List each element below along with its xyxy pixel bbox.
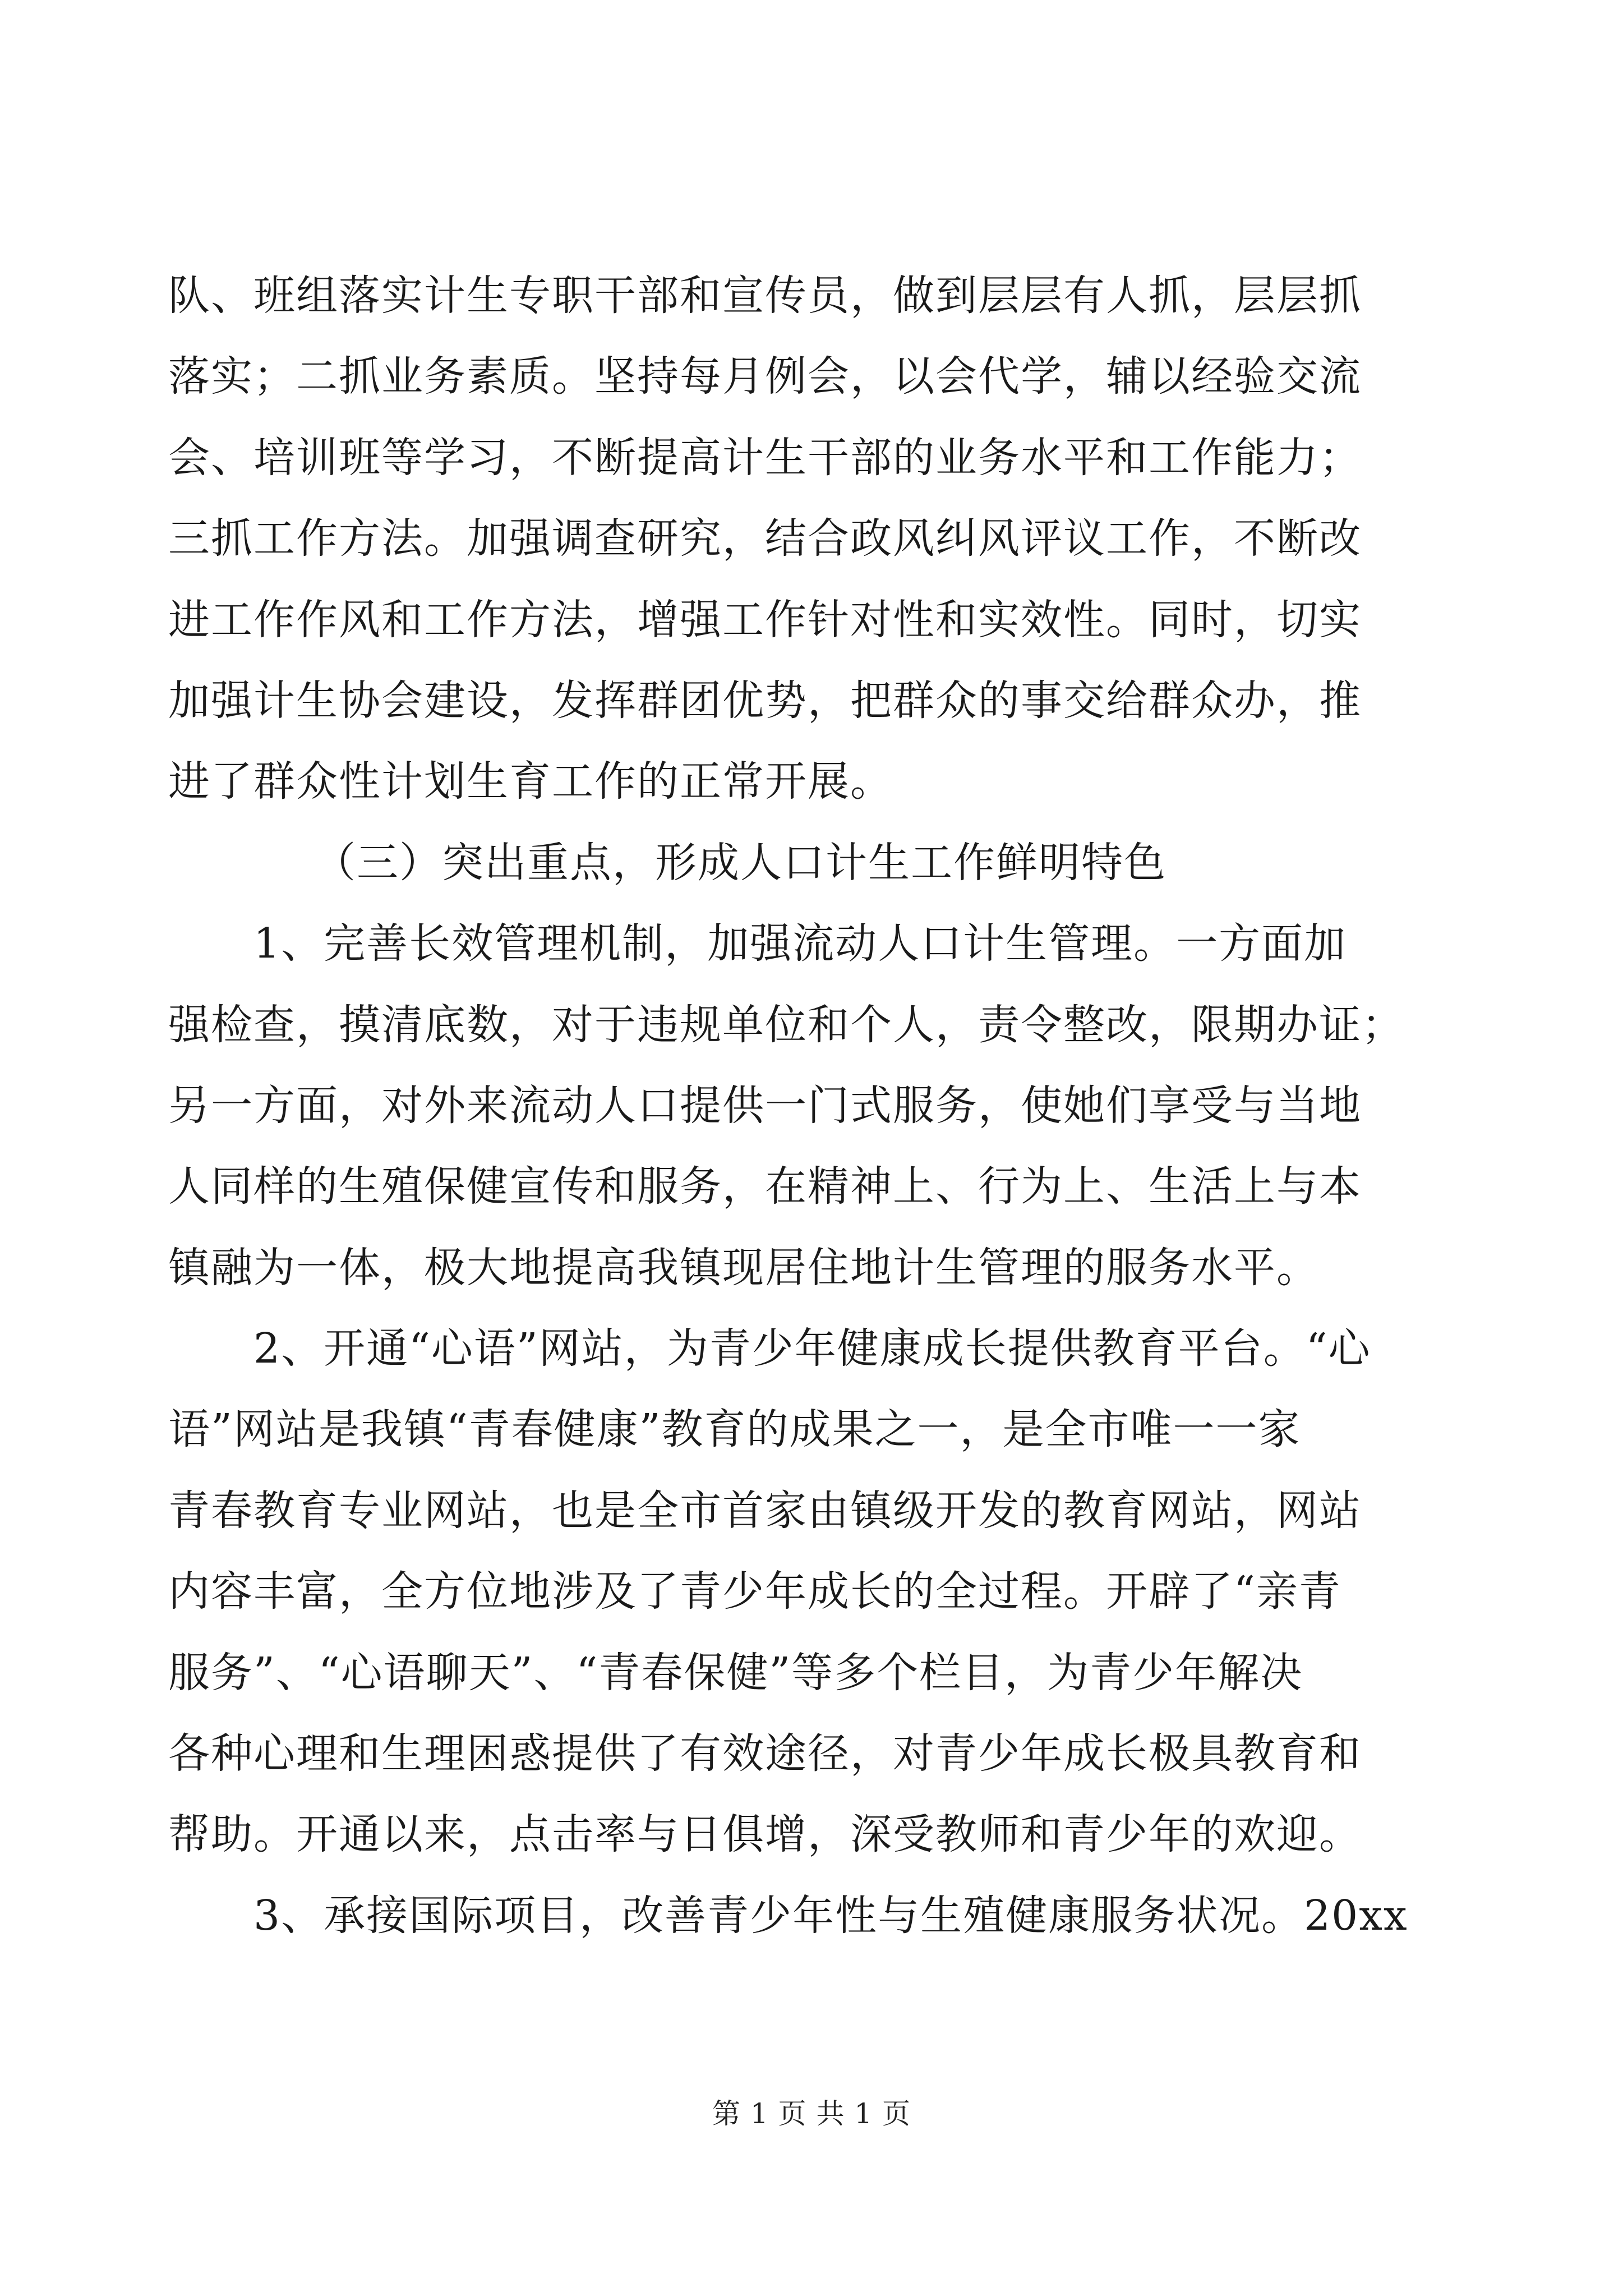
paragraph-line: 各种心理和生理困惑提供了有效途径，对青少年成长极具教育和 [168, 1729, 1362, 1778]
paragraph-line: 2、开通“心语”网站，为青少年健康成长提供教育平台。“心 [253, 1324, 1371, 1373]
paragraph-line: 队、班组落实计生专职干部和宣传员，做到层层有人抓，层层抓 [168, 272, 1362, 320]
paragraph-line: 强检查，摸清底数，对于违规单位和个人，责令整改，限期办证； [168, 1000, 1404, 1049]
document-body [168, 255, 1458, 1956]
paragraph-line: 服务”、“心语聊天”、“青春保健”等多个栏目，为青少年解决 [168, 1648, 1303, 1697]
paragraph-line: 人同样的生殖保健宣传和服务，在精神上、行为上、生活上与本 [168, 1162, 1362, 1211]
paragraph-line: 内容丰富，全方位地涉及了青少年成长的全过程。开辟了“亲青 [168, 1567, 1341, 1616]
paragraph-line: 3、承接国际项目，改善青少年性与生殖健康服务状况。20xx [253, 1891, 1408, 1940]
paragraph-line: 另一方面，对外来流动人口提供一门式服务，使她们享受与当地 [168, 1081, 1362, 1130]
paragraph-line: 帮助。开通以来，点击率与日俱增，深受教师和青少年的欢迎。 [168, 1810, 1362, 1859]
paragraph-line: 1、完善长效管理机制，加强流动人口计生管理。一方面加 [253, 919, 1347, 968]
paragraph-line: 进工作作风和工作方法，增强工作针对性和实效性。同时，切实 [168, 595, 1362, 644]
paragraph-line: 三抓工作方法。加强调查研究，结合政风纠风评议工作，不断改 [168, 514, 1362, 563]
paragraph-line: 语”网站是我镇“青春健康”教育的成果之一，是全市唯一一家 [168, 1405, 1301, 1454]
paragraph-line: 进了群众性计划生育工作的正常开展。 [168, 757, 893, 806]
section-heading: （三）突出重点，形成人口计生工作鲜明特色 [314, 838, 1166, 887]
paragraph-line: 会、培训班等学习，不断提高计生干部的业务水平和工作能力； [168, 433, 1362, 482]
paragraph-line: 落实；二抓业务素质。坚持每月例会，以会代学，辅以经验交流 [168, 352, 1362, 401]
page-footer: 第 1 页 共 1 页 [712, 2097, 911, 2130]
paragraph-line: 镇融为一体，极大地提高我镇现居住地计生管理的服务水平。 [168, 1243, 1319, 1292]
paragraph-line: 青春教育专业网站，也是全市首家由镇级开发的教育网站，网站 [168, 1486, 1362, 1535]
paragraph-line: 加强计生协会建设，发挥群团优势，把群众的事交给群众办，推 [168, 676, 1362, 725]
